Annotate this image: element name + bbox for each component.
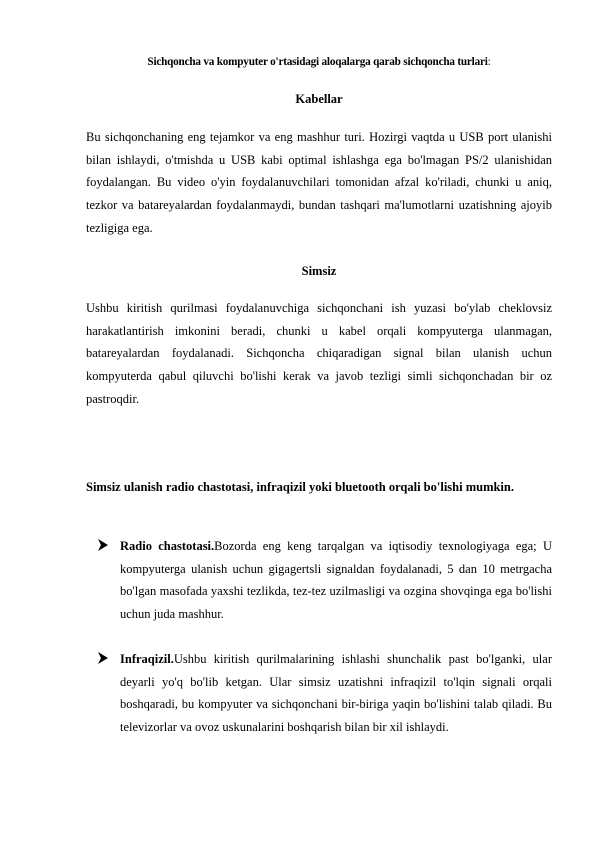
title-suffix: : bbox=[487, 56, 491, 68]
arrow-bullet-icon bbox=[98, 539, 108, 551]
list-item-term: Radio chastotasi. bbox=[120, 539, 215, 553]
section-heading-simsiz: Simsiz bbox=[301, 264, 337, 278]
page-title bbox=[86, 56, 552, 68]
title-text: Sichqoncha va kompyuter o'rtasidagi aloqalarga qarab sichqoncha turlari bbox=[147, 56, 488, 68]
section-heading-kabellar: Kabellar bbox=[295, 92, 343, 106]
list-item-body: Ushbu kiritish qurilmalarining ishlashi shunchalik past bo'lganki, ular deyarli yo'q bo'lib ketgan. Ular simsiz uzatishni infraqizil to'lqin signali orqali boshqaradi, bu kompyuter va sichqonchani bir-biriga yaqin bo'lishini talab qiladi. Bu televizorlar va ovoz uskunalarini boshqarish bilan bir xil ishlaydi. bbox=[120, 652, 552, 735]
section-paragraph-kabellar: Bu sichqonchaning eng tejamkor va eng mashhur turi. Hozirgi vaqtda u USB port ulanishi bilan ishlaydi, o'tmishda u USB kabi optimal ishlashga ega bo'lmagan PS/2 ulanishidan foydalangan. Bu video o'yin foydalanuvchilari tomonidan afzal ko'riladi, chunki u aniq, tezkor va batareyalardan foydalanmaydi, bundan tashqari ma'lumotlarni uzatishning ajoyib tezligiga ega. bbox=[86, 130, 552, 235]
list-item-term: Infraqizil. bbox=[120, 652, 174, 666]
section-paragraph-simsiz: Ushbu kiritish qurilmasi foydalanuvchiga sichqonchani ish yuzasi bo'ylab cheklovsiz harakatlantirish imkonini beradi, chunki u kabel orqali kompyuterga ulanmagan, batareyalardan foydalanadi. Sichqoncha chiqaradigan signal bilan ulanish uchun kompyuterda qabul qiluvchi bo'lishi kerak va javob tezligi simli sichqonchadan bir oz pastroqdir. bbox=[86, 301, 552, 406]
arrow-bullet-icon bbox=[98, 652, 108, 664]
list-item-text bbox=[120, 648, 552, 739]
list-item-text bbox=[120, 535, 552, 626]
list-item-body: Bozorda eng keng tarqalgan va iqtisodiy texnologiyaga ega; U kompyuterga ulanish uchun gigagertsli signaldan foydalanadi, 5 dan 10 metrgacha bo'lgan masofada yaxshi tezlikda, tez-tez uzilmasligi va ozgina shovqinga ega bo'lishi uchun juda mashhur. bbox=[120, 539, 552, 622]
wireless-intro-paragraph: Simsiz ulanish radio chastotasi, infraqizil yoki bluetooth orqali bo'lishi mumkin. bbox=[86, 480, 514, 494]
